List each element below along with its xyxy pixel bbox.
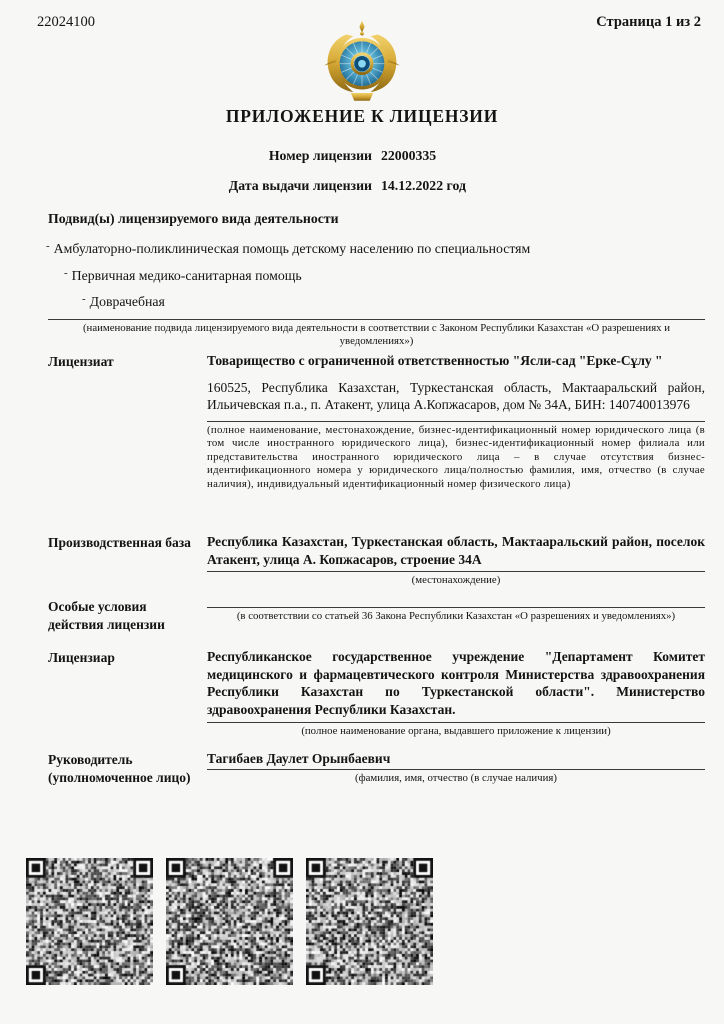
head-section (48, 750, 705, 786)
subtypes-caption: (наименование подвида лицензируемого вида деятельности в соответствии с Законом Республики Казахстан «О разрешениях и уведомлениях») (48, 319, 705, 349)
list-item (64, 262, 705, 288)
dash-marker-icon: - (64, 266, 68, 279)
list-item (46, 235, 705, 261)
licensor-label: Лицензиар (48, 650, 115, 665)
production-base-value-column (207, 533, 705, 588)
production-base-caption: (местонахождение) (207, 571, 705, 588)
qr-code (166, 858, 293, 985)
subtype-text: Первичная медико-санитарная помощь (71, 267, 302, 283)
head-value: Тагибаев Даулет Орынбаевич (207, 751, 391, 766)
activity-subtypes-section (48, 211, 705, 349)
license-date-label: Дата выдачи лицензии (228, 178, 372, 193)
licensee-label: Лицензиат (48, 354, 114, 369)
head-caption: (фамилия, имя, отчество (в случае наличия) (207, 769, 705, 786)
licensor-value-column (207, 648, 705, 739)
license-date-row (0, 178, 724, 194)
qr-code (306, 858, 433, 985)
license-number-label: Номер лицензии (268, 148, 372, 163)
licensee-name: Товарищество с ограниченной ответственностью "Ясли-сад "Ерке-Сұлу " (207, 353, 663, 368)
licensor-section (48, 648, 705, 739)
dash-marker-icon: - (46, 240, 50, 252)
special-conditions-section (48, 597, 705, 633)
list-item (82, 288, 705, 314)
licensee-address: 160525, Республика Казахстан, Туркестанская область, Мактааральский район, Ильичевская п.а., п. Атакент, улица А.Копжасаров, дом № 34А, БИН: 140740013976 (207, 379, 705, 412)
subtype-text: Доврачебная (89, 294, 165, 309)
licensor-caption: (полное наименование органа, выдавшего приложение к лицензии) (207, 722, 705, 739)
licensee-value-column (207, 352, 705, 491)
production-base-value: Республика Казахстан, Туркестанская область, Мактааральский район, поселок Атакент, улица А. Копжасаров, строение 34А (207, 534, 705, 567)
special-conditions-label: Особые условия действия лицензии (48, 599, 165, 632)
head-value-column (207, 750, 705, 786)
special-conditions-caption: (в соответствии со статьей 36 Закона Республики Казахстан «О разрешениях и уведомлениях») (207, 607, 705, 624)
dash-marker-icon: - (82, 293, 86, 305)
document-number: 22024100 (37, 14, 95, 30)
subtypes-heading: Подвид(ы) лицензируемого вида деятельности (48, 211, 339, 226)
subtype-text: Амбулаторно-поликлиническая помощь детскому населению по специальностям (53, 241, 531, 256)
licensee-caption: (полное наименование, местонахождение, бизнес-идентификационный номер юридического лица (в том числе иностранного юридического лица), бизнес-идентификационный номер филиала или представительства иностранного юридического лица – в случае отсутствия бизнес-идентификационного номера у юридического лица/полностью фамилия, имя, отчество (в случае наличия), индивидуальный идентификационный номер физического лица) (207, 421, 705, 492)
qr-code (26, 858, 153, 985)
qr-code-row (26, 858, 433, 985)
license-meta (0, 148, 724, 208)
license-date-value: 14.12.2022 год (381, 178, 466, 193)
head-label: Руководитель (уполномоченное лицо) (48, 752, 191, 785)
page-title: ПРИЛОЖЕНИЕ К ЛИЦЕНЗИИ (225, 106, 499, 126)
licensor-value: Республиканское государственное учреждение "Департамент Комитет медицинского и фармацевтического контроля Министерства здравоохранения Республики Казахстан по Туркестанской области". Министерство здравоохранения Республики Казахстан. (207, 649, 705, 717)
page-indicator: Страница 1 из 2 (596, 14, 701, 30)
license-number-row (0, 148, 724, 164)
production-base-section (48, 533, 705, 588)
licensee-section (48, 352, 705, 491)
kazakhstan-emblem-icon (319, 19, 405, 105)
special-conditions-value-column (207, 597, 705, 633)
license-number-value: 22000335 (381, 148, 437, 163)
production-base-label: Производственная база (48, 535, 191, 550)
